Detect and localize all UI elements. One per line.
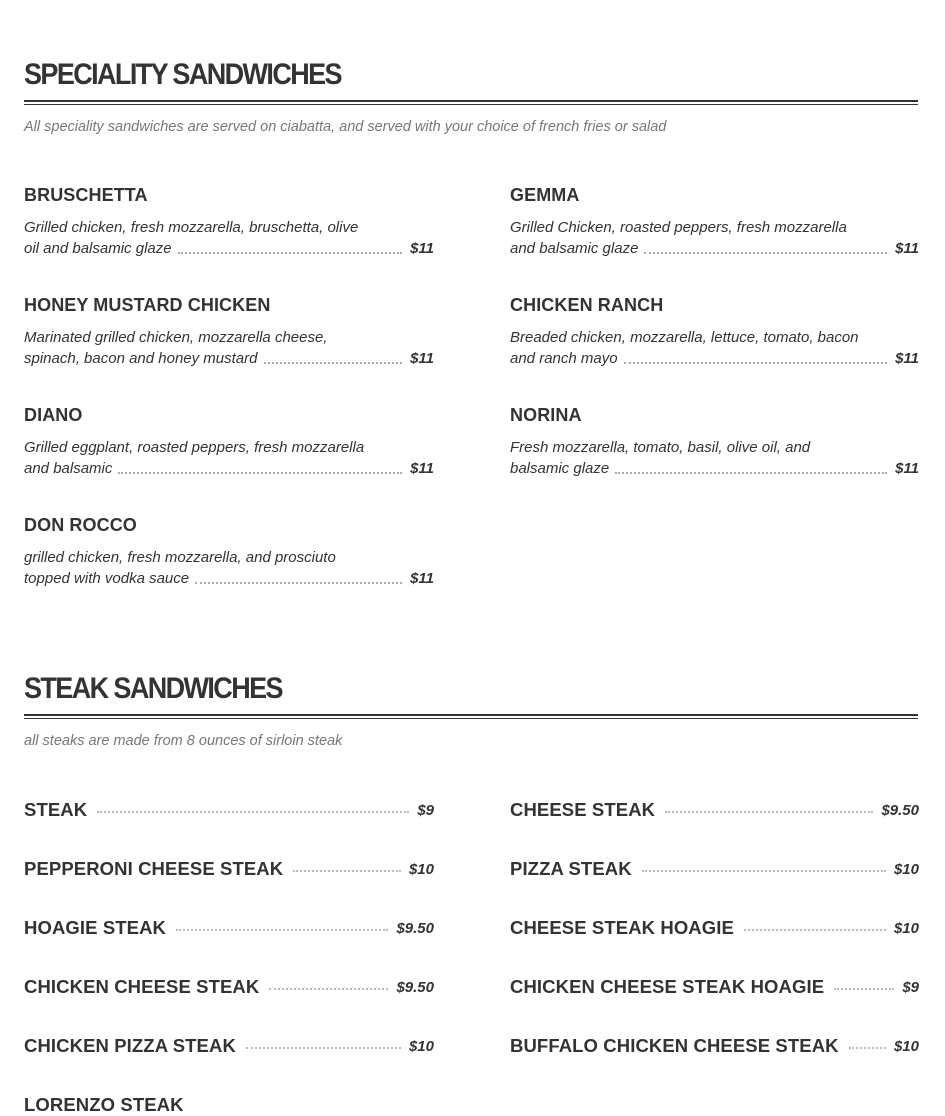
item-price: $9 bbox=[902, 978, 919, 996]
dot-leader bbox=[644, 252, 887, 254]
item-price: $10 bbox=[408, 860, 434, 878]
item-name: CHICKEN CHEESE STEAK HOAGIE bbox=[510, 976, 825, 997]
desc-line-price bbox=[510, 238, 919, 259]
dot-leader bbox=[834, 988, 894, 990]
desc-line: grilled chicken, fresh mozzarella, and prosciuto bbox=[24, 549, 336, 566]
item-price: $9 bbox=[417, 801, 434, 819]
menu-item bbox=[510, 1035, 919, 1057]
item-price: $11 bbox=[410, 570, 434, 587]
dot-leader bbox=[176, 929, 388, 931]
item-name: HOAGIE STEAK bbox=[24, 917, 167, 938]
item-name: CHICKEN RANCH bbox=[510, 295, 664, 315]
item-price: $11 bbox=[895, 240, 919, 257]
menu-item bbox=[510, 799, 919, 821]
dot-leader bbox=[615, 472, 887, 474]
item-name: BRUSCHETTA bbox=[24, 185, 148, 205]
desc-line: Grilled chicken, fresh mozzarella, bruschetta, olive bbox=[24, 219, 359, 236]
menu-item bbox=[24, 185, 434, 259]
section-divider bbox=[24, 100, 918, 105]
item-name: DON ROCCO bbox=[24, 515, 137, 535]
item-price: $10 bbox=[893, 919, 919, 937]
desc-line-price bbox=[24, 568, 434, 589]
menu-item bbox=[24, 1035, 434, 1057]
dot-leader bbox=[293, 870, 401, 872]
item-price: $10 bbox=[893, 860, 919, 878]
item-name: CHEESE STEAK bbox=[510, 799, 656, 820]
menu-item bbox=[24, 1094, 434, 1116]
dot-leader bbox=[744, 929, 886, 931]
steak-section bbox=[24, 672, 919, 1115]
dot-leader bbox=[97, 811, 409, 813]
menu-item bbox=[510, 295, 919, 369]
desc-line: topped with vodka sauce bbox=[24, 570, 190, 587]
item-price: $11 bbox=[895, 350, 919, 367]
item-price: $9.50 bbox=[396, 978, 434, 996]
desc-line: Breaded chicken, mozzarella, lettuce, tomato, bacon bbox=[510, 329, 859, 346]
dot-leader bbox=[264, 362, 403, 364]
item-price: $11 bbox=[410, 240, 434, 257]
menu-item bbox=[510, 858, 919, 880]
section-divider bbox=[24, 714, 918, 719]
item-name: HONEY MUSTARD CHICKEN bbox=[24, 295, 271, 315]
menu-item bbox=[24, 799, 434, 821]
item-price: $10 bbox=[893, 1037, 919, 1055]
dot-leader bbox=[246, 1047, 401, 1049]
dot-leader bbox=[849, 1047, 886, 1049]
menu-item bbox=[510, 185, 919, 259]
item-price: $9.50 bbox=[881, 801, 919, 819]
item-name: LORENZO STEAK bbox=[24, 1094, 184, 1115]
dot-leader bbox=[624, 362, 888, 364]
dot-leader bbox=[642, 870, 886, 872]
item-price: $9.50 bbox=[396, 919, 434, 937]
item-name: BUFFALO CHICKEN CHEESE STEAK bbox=[510, 1035, 839, 1056]
item-price: $10 bbox=[408, 1037, 434, 1055]
desc-line: and ranch mayo bbox=[510, 350, 618, 367]
item-name: GEMMA bbox=[510, 185, 580, 205]
menu-item bbox=[510, 976, 919, 998]
desc-line-price bbox=[510, 458, 919, 479]
item-description bbox=[24, 547, 434, 589]
section-title-steak: STEAK SANDWICHES bbox=[24, 672, 282, 705]
item-name: DIANO bbox=[24, 405, 83, 425]
item-price: $11 bbox=[895, 460, 919, 477]
dot-leader bbox=[665, 811, 873, 813]
item-description bbox=[510, 437, 919, 479]
section-title-speciality: SPECIALITY SANDWICHES bbox=[24, 58, 341, 91]
item-name: PIZZA STEAK bbox=[510, 858, 632, 879]
desc-line: Marinated grilled chicken, mozzarella cheese, bbox=[24, 329, 328, 346]
menu-item bbox=[24, 976, 434, 998]
desc-line-price bbox=[24, 348, 434, 369]
item-description bbox=[24, 437, 434, 479]
item-name: CHICKEN PIZZA STEAK bbox=[24, 1035, 236, 1056]
item-name: NORINA bbox=[510, 405, 582, 425]
desc-line: Grilled Chicken, roasted peppers, fresh mozzarella bbox=[510, 219, 847, 236]
item-price: $11 bbox=[410, 460, 434, 477]
item-description bbox=[24, 217, 434, 259]
item-description bbox=[24, 327, 434, 369]
menu-item bbox=[24, 295, 434, 369]
desc-line: oil and balsamic glaze bbox=[24, 240, 172, 257]
menu-item bbox=[510, 917, 919, 939]
dot-leader bbox=[195, 582, 402, 584]
dot-leader bbox=[178, 252, 402, 254]
desc-line: Fresh mozzarella, tomato, basil, olive oil, and bbox=[510, 439, 811, 456]
desc-line: balsamic glaze bbox=[510, 460, 610, 477]
desc-line: spinach, bacon and honey mustard bbox=[24, 350, 258, 367]
desc-line: Grilled eggplant, roasted peppers, fresh mozzarella bbox=[24, 439, 365, 456]
item-name: CHICKEN CHEESE STEAK bbox=[24, 976, 260, 997]
item-price: $11 bbox=[410, 350, 434, 367]
speciality-section bbox=[24, 58, 919, 587]
desc-line-price bbox=[510, 348, 919, 369]
dot-leader bbox=[118, 472, 402, 474]
item-description bbox=[510, 327, 919, 369]
menu-item bbox=[24, 405, 434, 479]
section-note-steak: all steaks are made from 8 ounces of sirloin steak bbox=[24, 733, 343, 749]
menu-item bbox=[24, 858, 434, 880]
section-note-speciality: All speciality sandwiches are served on ciabatta, and served with your choice of french fries or salad bbox=[24, 119, 667, 135]
desc-line: and balsamic glaze bbox=[510, 240, 639, 257]
dot-leader bbox=[269, 988, 388, 990]
desc-line: and balsamic bbox=[24, 460, 113, 477]
menu-item bbox=[510, 405, 919, 479]
menu-item bbox=[24, 515, 434, 589]
item-description bbox=[510, 217, 919, 259]
item-name: STEAK bbox=[24, 799, 88, 820]
menu-item bbox=[24, 917, 434, 939]
desc-line-price bbox=[24, 458, 434, 479]
item-name: PEPPERONI CHEESE STEAK bbox=[24, 858, 284, 879]
item-name: CHEESE STEAK HOAGIE bbox=[510, 917, 734, 938]
desc-line-price bbox=[24, 238, 434, 259]
